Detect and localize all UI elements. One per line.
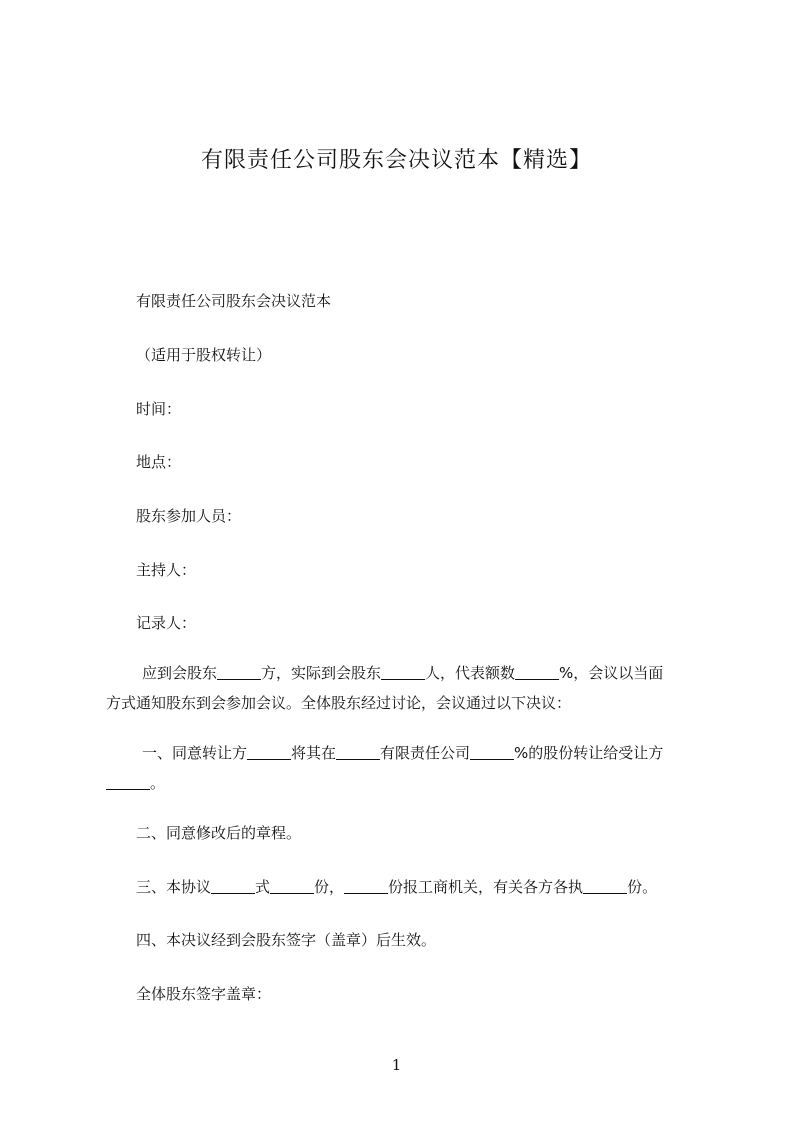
blank-field[interactable]	[344, 879, 388, 894]
item3-text-d: 份报工商机关，有关各方各执	[388, 878, 584, 896]
blank-field[interactable]	[515, 665, 559, 680]
blank-field[interactable]	[211, 879, 255, 894]
resolution-item-1	[106, 738, 706, 798]
place-label: 地点：	[136, 453, 182, 471]
signature-label: 全体股东签字盖章：	[136, 985, 272, 1003]
blank-field[interactable]	[270, 879, 314, 894]
applicable-note: （适用于股权转让）	[136, 346, 272, 364]
item3-text-a: 三、本协议	[136, 878, 212, 896]
blank-field[interactable]	[470, 745, 514, 760]
item1-text-b: 将其在	[291, 744, 337, 762]
para1-text-c: 人，代表额数	[425, 664, 516, 682]
item1-text-a: 一、同意转让方	[142, 744, 248, 762]
blank-field[interactable]	[583, 879, 627, 894]
subtitle: 有限责任公司股东会决议范本	[136, 292, 332, 310]
item3-text-b: 式	[255, 878, 271, 896]
item1-text-c: 有限责任公司	[380, 744, 471, 762]
item3-text-c: 份，	[314, 878, 345, 896]
resolution-item-2: 二、同意修改后的章程。	[136, 824, 302, 842]
blank-field[interactable]	[336, 745, 380, 760]
para1-text-d: %，会议以当面	[559, 664, 664, 682]
item3-text-e: 份。	[627, 878, 658, 896]
blank-field[interactable]	[106, 775, 150, 790]
blank-field[interactable]	[381, 665, 425, 680]
blank-field[interactable]	[217, 665, 261, 680]
para1-text-a: 应到会股东	[142, 664, 218, 682]
attendees-label: 股东参加人员：	[136, 507, 242, 525]
page-number: 1	[391, 1056, 402, 1074]
time-label: 时间：	[136, 400, 182, 418]
document-title: 有限责任公司股东会决议范本【精选】	[200, 148, 592, 173]
item1-end: 。	[150, 774, 166, 792]
resolution-item-3	[136, 877, 657, 897]
para1-text-b: 方，实际到会股东	[261, 664, 382, 682]
resolution-item-4: 四、本决议经到会股东签字（盖章）后生效。	[136, 931, 437, 949]
host-label: 主持人：	[136, 561, 197, 579]
blank-field[interactable]	[247, 745, 291, 760]
recorder-label: 记录人：	[136, 614, 197, 632]
item1-text-d: %的股份转让给受让方	[514, 744, 664, 762]
para1-line2: 方式通知股东到会参加会议。全体股东经过讨论，会议通过以下决议：	[106, 694, 572, 712]
attendance-paragraph	[106, 658, 706, 718]
